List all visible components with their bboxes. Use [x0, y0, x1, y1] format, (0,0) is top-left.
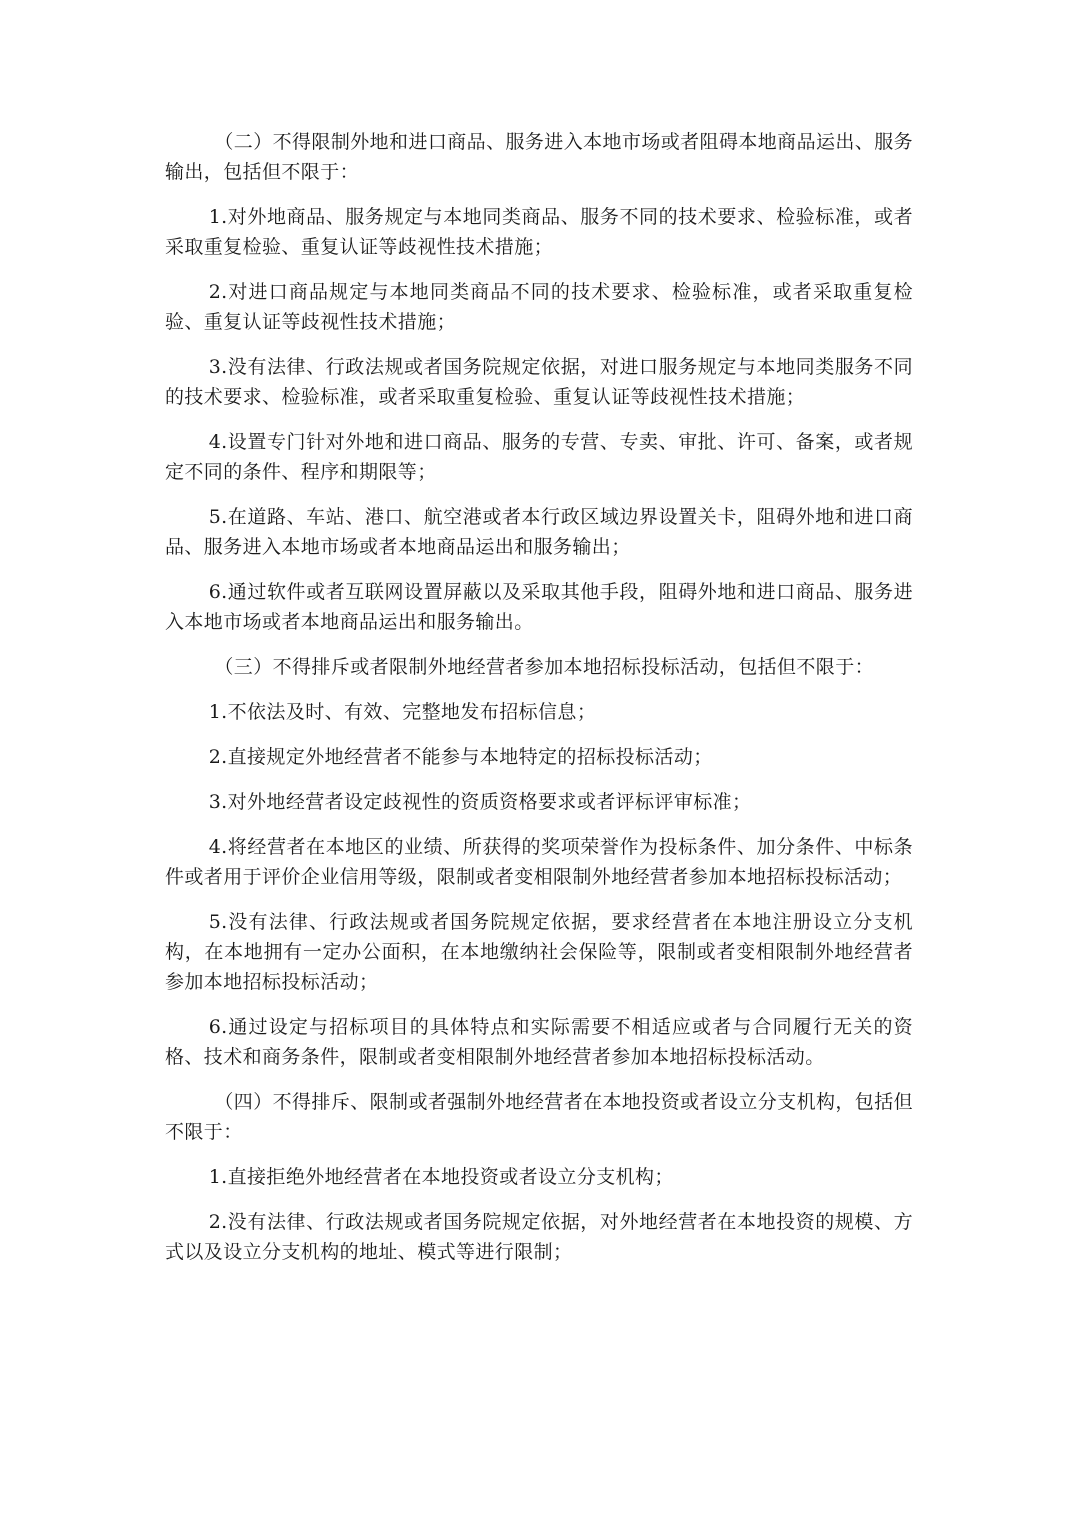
- clause-2-6: 6.通过软件或者互联网设置屏蔽以及采取其他手段，阻碍外地和进口商品、服务进入本地市场或者本地商品运出和服务输出。: [165, 581, 913, 633]
- section-heading-4: （四）不得排斥、限制或者强制外地经营者在本地投资或者设立分支机构，包括但不限于：: [165, 1091, 913, 1143]
- clause-2-1: 1.对外地商品、服务规定与本地同类商品、服务不同的技术要求、检验标准，或者采取重复检验、重复认证等歧视性技术措施；: [165, 206, 913, 258]
- clause-2-2: 2.对进口商品规定与本地同类商品不同的技术要求、检验标准，或者采取重复检验、重复认证等歧视性技术措施；: [165, 281, 913, 333]
- document-page: [165, 127, 913, 1282]
- clause-3-6: 6.通过设定与招标项目的具体特点和实际需要不相适应或者与合同履行无关的资格、技术和商务条件，限制或者变相限制外地经营者参加本地招标投标活动。: [165, 1016, 913, 1068]
- clause-3-1: 1.不依法及时、有效、完整地发布招标信息；: [208, 701, 597, 723]
- clause-2-4: 4.设置专门针对外地和进口商品、服务的专营、专卖、审批、许可、备案，或者规定不同的条件、程序和期限等；: [165, 431, 913, 483]
- clause-3-2: 2.直接规定外地经营者不能参与本地特定的招标投标活动；: [208, 746, 713, 768]
- section-heading-2: （二）不得限制外地和进口商品、服务进入本地市场或者阻碍本地商品运出、服务输出，包括但不限于：: [165, 131, 913, 183]
- clause-2-3: 3.没有法律、行政法规或者国务院规定依据，对进口服务规定与本地同类服务不同的技术要求、检验标准，或者采取重复检验、重复认证等歧视性技术措施；: [165, 356, 913, 408]
- clause-2-5: 5.在道路、车站、港口、航空港或者本行政区域边界设置关卡，阻碍外地和进口商品、服务进入本地市场或者本地商品运出和服务输出；: [165, 506, 913, 558]
- clause-3-4: 4.将经营者在本地区的业绩、所获得的奖项荣誉作为投标条件、加分条件、中标条件或者用于评价企业信用等级，限制或者变相限制外地经营者参加本地招标投标活动；: [165, 836, 913, 888]
- clause-4-2: 2.没有法律、行政法规或者国务院规定依据，对外地经营者在本地投资的规模、方式以及设立分支机构的地址、模式等进行限制；: [165, 1211, 913, 1263]
- clause-3-3: 3.对外地经营者设定歧视性的资质资格要求或者评标评审标准；: [208, 791, 752, 813]
- clause-3-5: 5.没有法律、行政法规或者国务院规定依据，要求经营者在本地注册设立分支机构，在本地拥有一定办公面积，在本地缴纳社会保险等，限制或者变相限制外地经营者参加本地招标投标活动；: [165, 911, 913, 993]
- section-heading-3: （三）不得排斥或者限制外地经营者参加本地招标投标活动，包括但不限于：: [214, 656, 874, 678]
- clause-4-1: 1.直接拒绝外地经营者在本地投资或者设立分支机构；: [208, 1166, 674, 1188]
